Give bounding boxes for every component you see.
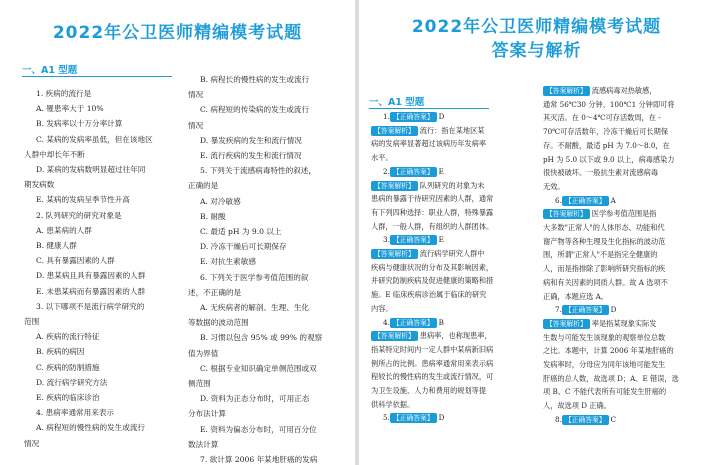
answer-option: A. 无疾病者的解剖、生理、生化	[200, 303, 310, 313]
text-line: 大多数"正常人"的人体形态、功能和代	[543, 223, 665, 233]
answer-option: B. 健康人群	[36, 241, 77, 251]
answer-option: D. 患某病且具有暴露因素的人群	[36, 271, 146, 281]
text-line: 病和有关因素的同质人群。故 A 选项不	[543, 277, 668, 287]
correct-answer-line	[371, 165, 537, 179]
correct-answer-line	[371, 233, 537, 247]
analysis-text: 患病率，也称现患率，	[419, 331, 492, 341]
answer-option: D. 流行病学研究方法	[36, 377, 108, 387]
answer-value: A	[610, 195, 616, 205]
page-title: 2022年公卫医师精编模考试题	[52, 23, 303, 43]
answer-option: C. 疾病的防制措施	[36, 362, 100, 372]
text-line: 生数与可能发生该现象的观察单位总数	[543, 332, 666, 342]
text-line: 正确的是	[188, 181, 219, 191]
analysis-line	[543, 317, 709, 331]
answer-option: C. 某病的发病率虽低，但在该地区	[36, 134, 153, 144]
text-line: 围，所谓"正常人"不是指完全健康的	[543, 250, 658, 260]
answer-value: E	[438, 235, 444, 245]
analysis-badge: 【答案解析】	[543, 319, 590, 329]
analysis-badge: 【答案解析】	[543, 86, 590, 96]
text-line: 为卫生设施、人力和费用的规划等提	[371, 386, 487, 396]
section-divider	[369, 108, 489, 109]
analysis-badge: 【答案解析】	[371, 249, 418, 259]
answer-badge: 【正确答案】	[390, 318, 437, 328]
analysis-line	[371, 124, 537, 138]
answer-option: C. 最适 pH 为 9.0 以上	[200, 227, 282, 237]
answer-value: C	[610, 414, 617, 424]
text-line: 水平。	[371, 153, 393, 163]
question-number: 4.	[383, 317, 390, 327]
text-line: 数法计算	[188, 439, 219, 449]
answer-option: D. 资料为正态分布时，可用正态	[200, 394, 310, 404]
text-line: 有下列四种选择：职业人群，特殊暴露	[371, 207, 494, 217]
answer-value: D	[438, 413, 445, 423]
text-line: 存。不耐酸，最适 pH 为 7.0～8.0，在	[543, 140, 670, 150]
question-stem: 5. 下列关于流感病毒特性的叙述，	[200, 166, 316, 176]
answer-option: A. 病程短的慢性病的发生或流行	[36, 423, 146, 433]
answer-badge: 【正确答案】	[390, 413, 437, 423]
answer-value: D	[610, 305, 617, 315]
answer-badge: 【正确答案】	[562, 196, 609, 206]
analysis-line	[371, 179, 537, 193]
text-line: 肝癌的总人数，故选项 D；A、E 错误，选	[543, 373, 679, 383]
correct-answer-line	[543, 303, 709, 317]
question-column-1	[24, 86, 184, 451]
text-line: 内容。	[371, 303, 393, 313]
text-line: 等数据的波动范围	[188, 318, 249, 328]
answer-option: E. 疾病的临床诊治	[36, 393, 100, 403]
analysis-badge: 【答案解析】	[371, 331, 418, 341]
text-line: 范围	[24, 317, 40, 327]
answer-badge: 【正确答案】	[562, 415, 609, 425]
answer-option: B. 病程长的慢性病的发生或流行	[200, 75, 310, 84]
analysis-text: 流行病学研究人群中	[419, 249, 485, 259]
question-number: 3.	[383, 235, 390, 245]
answer-option: A. 疾病的流行特征	[36, 332, 100, 342]
question-stem: 1. 疾病的流行是	[36, 89, 92, 98]
answer-option: C. 根据专业知识确定单侧范围或双	[200, 363, 317, 373]
question-number: 8.	[555, 414, 562, 424]
analysis-line	[371, 247, 537, 261]
analysis-line	[543, 207, 709, 221]
answer-option: A. 罹患率大于 10%	[36, 104, 104, 114]
left-page	[0, 0, 355, 465]
text-line: 项 B、C 不能代表所有可能发生肝癌的	[543, 387, 667, 397]
answer-badge: 【正确答案】	[390, 167, 437, 177]
right-page	[359, 0, 714, 465]
analysis-badge: 【答案解析】	[371, 181, 418, 191]
text-line: 人，故选项 D 正确。	[543, 401, 611, 411]
analysis-text: 医学参考值范围是指	[591, 209, 657, 219]
question-number: 5.	[383, 413, 390, 423]
text-line: 分布法计算	[188, 409, 226, 419]
answer-option: D. 冷冻干燥后可长期保存	[200, 242, 287, 252]
answer-value: D	[438, 112, 445, 121]
text-line: 患病的暴露于待研究因素的人群，通常	[371, 194, 494, 204]
text-line: 情况	[188, 90, 204, 100]
answer-option: E. 某病的发病呈季节性升高	[36, 195, 130, 205]
correct-answer-line	[371, 110, 537, 124]
text-line: 人群中却长年不断	[24, 149, 85, 159]
text-line: 70℃可存活数年，冷冻干燥后可长期保	[543, 127, 669, 137]
text-line: pH 为 5.0 以下或 9.0 以上，病毒感染力	[543, 154, 675, 164]
question-number: 2.	[383, 166, 390, 176]
text-line: 疾病与健康状况的分布及其影响因素，	[371, 262, 494, 272]
answer-option: C. 病程短的传染病的发生或流行	[200, 105, 310, 115]
answer-option: E. 未患某病而有暴露因素的人群	[36, 286, 146, 296]
question-stem: 3. 以下哪项不是流行病学研究的	[36, 301, 145, 311]
answer-option: B. 耐酸	[200, 211, 226, 221]
correct-answer-line	[543, 413, 709, 427]
text-line: 病的发病率显著超过该病历年发病率	[371, 139, 487, 149]
text-line: 很快被破坏。一般抗生素对流感病毒	[543, 168, 659, 178]
text-line: 值为界值	[188, 348, 219, 358]
correct-answer-line	[371, 316, 537, 330]
page-title: 2022年公卫医师精编模考试题	[411, 17, 662, 37]
text-line: 人群，一般人群，有组织的人群团体。	[371, 221, 494, 231]
analysis-text: 流感病毒对热敏感，	[591, 86, 657, 95]
answer-badge: 【正确答案】	[562, 305, 609, 315]
question-number: 7.	[555, 305, 562, 315]
answer-option: E. 对抗生素敏感	[200, 257, 256, 267]
text-line: 述，不正确的是	[188, 287, 242, 297]
question-stem: 7. 欲计算 2006 年某地肝癌的发病	[200, 455, 318, 465]
text-line: 之比。本题中，计算 2006 年某地肝癌的	[543, 346, 674, 356]
answer-option: A. 对冷敏感	[200, 196, 241, 206]
answer-option: B. 习惯以包含 95% 或 99% 的观察	[200, 333, 323, 343]
answer-option: C. 具有暴露因素的人群	[36, 256, 115, 266]
question-number: 6.	[555, 195, 562, 205]
text-line: 谢产物等各种生理及生化指标的波动范	[543, 236, 666, 246]
section-heading: 一、A1 型题	[369, 97, 425, 108]
analysis-line	[371, 329, 537, 343]
text-line: 无效。	[543, 181, 565, 191]
answer-column-2	[543, 84, 709, 427]
text-line: 发病率时，分母应为同年该地可能发生	[543, 360, 666, 370]
text-line: 其灭活。在 0～4℃可存活数周，在 -	[543, 113, 661, 123]
page-subtitle: 答案与解析	[491, 41, 582, 61]
answer-badge: 【正确答案】	[390, 112, 437, 122]
text-line: 侧范围	[188, 379, 211, 389]
section-divider	[22, 76, 172, 77]
section-heading: 一、A1 型题	[22, 65, 78, 76]
question-number: 1.	[383, 112, 390, 121]
answer-column-1	[371, 110, 537, 425]
question-stem: 2. 队列研究的研究对象是	[36, 210, 122, 220]
text-line: 正确，本题应选 A。	[543, 291, 608, 301]
answer-option: A. 患某病的人群	[36, 225, 92, 235]
answer-value: B	[438, 317, 444, 327]
question-column-2	[188, 72, 350, 465]
answer-option: E. 资料为偏态分布时，可用百分位	[200, 424, 317, 434]
analysis-badge: 【答案解析】	[543, 209, 590, 219]
text-line: 情况	[24, 438, 40, 448]
analysis-text: 队列研究的对象为未	[419, 180, 485, 190]
text-line: 情况	[188, 120, 204, 130]
text-line: 施。E 临床疾病诊治属于临床的研究	[371, 290, 487, 300]
text-line: 人，而是指排除了影响所研究指标的疾	[543, 264, 666, 274]
analysis-line	[543, 84, 709, 98]
text-line: 供科学依据。	[371, 399, 415, 409]
answer-badge: 【正确答案】	[390, 235, 437, 245]
answer-option: B. 疾病的病因	[36, 347, 85, 357]
analysis-badge: 【答案解析】	[371, 126, 418, 136]
text-line: 指某特定时间内一定人群中某病新旧病	[371, 344, 494, 354]
text-line: 期发病数	[24, 180, 55, 190]
correct-answer-line	[543, 194, 709, 208]
question-stem: 6. 下列关于医学参考值范围的叙	[200, 272, 309, 282]
analysis-text: 率是指某现象实际发	[591, 318, 657, 328]
answer-option: B. 发病率以十万分率计算	[36, 119, 123, 129]
answer-option: E. 流行疾病的发生和流行情况	[200, 151, 302, 161]
answer-option: D. 某病的发病数明显超过往年同	[36, 165, 146, 175]
answer-option: D. 暴发疾病的发生和流行情况	[200, 135, 302, 145]
answer-value: E	[438, 166, 444, 176]
text-line: 程较长的慢性病的发生或流行情况，可	[371, 372, 494, 382]
text-line: 通常 56℃30 分钟、100℃1 分钟即可将	[543, 99, 675, 109]
text-line: 并研究防制疾病及促进健康的策略和措	[371, 276, 494, 286]
question-stem: 4. 患病率通常用来表示	[36, 408, 115, 418]
text-line: 例所占的比例。患病率通常用来表示病	[371, 358, 494, 368]
correct-answer-line	[371, 411, 537, 425]
analysis-text: 流行：指在某地区某	[419, 125, 485, 135]
